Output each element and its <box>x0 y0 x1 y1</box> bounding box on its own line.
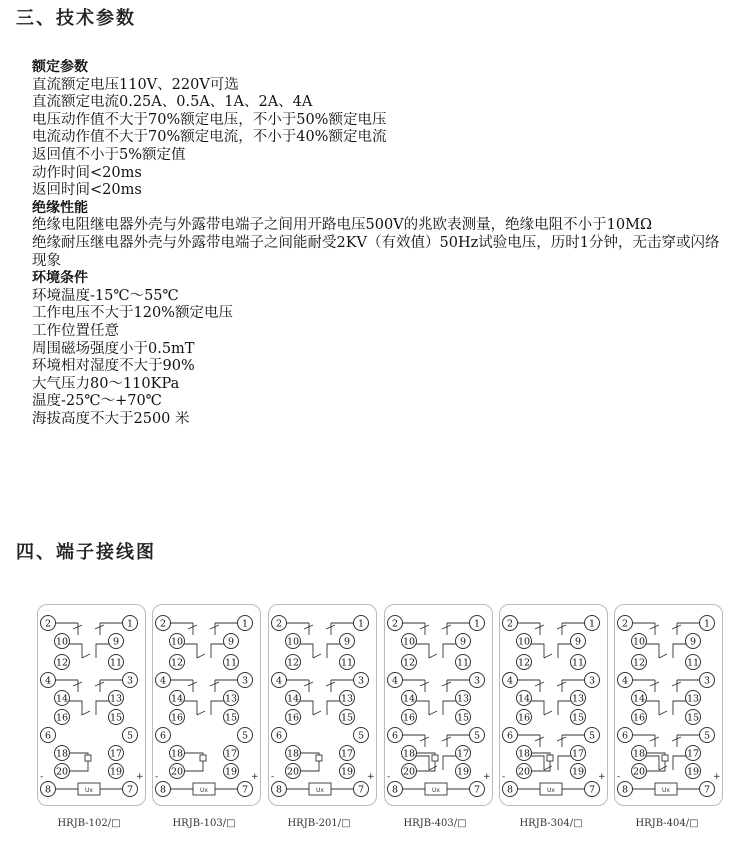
terminal-number: 3 <box>588 675 596 687</box>
section-title-wiring: 四、端子接线图 <box>16 542 156 563</box>
terminal-diagram <box>614 604 723 806</box>
terminal-diagram-svg <box>500 605 607 805</box>
terminal-number: 2 <box>621 618 629 630</box>
terminal-number: 1 <box>241 618 249 630</box>
terminal-number: 16 <box>632 712 646 724</box>
terminal-number: 4 <box>159 675 167 687</box>
terminal-number: 10 <box>286 636 300 648</box>
terminal-number: 14 <box>55 693 69 705</box>
terminal-number: 14 <box>286 693 300 705</box>
rated-params-heading: 额定参数 <box>32 59 88 75</box>
minus-sign: - <box>387 772 391 782</box>
terminal-number: 10 <box>632 636 646 648</box>
model-caption: HRJB-201/□ <box>287 818 351 829</box>
terminal-diagram <box>37 604 146 806</box>
terminal-number: 18 <box>402 748 416 760</box>
terminal-diagram-svg <box>38 605 145 805</box>
terminal-number: 17 <box>224 748 238 760</box>
terminal-number: 16 <box>170 712 184 724</box>
terminal-number: 12 <box>170 657 184 669</box>
minus-sign: - <box>155 772 159 782</box>
terminal-number: 9 <box>459 636 467 648</box>
plus-sign: + <box>367 772 375 782</box>
section-title-tech-params: 三、技术参数 <box>16 8 136 29</box>
insulation-heading: 绝缘性能 <box>32 199 88 216</box>
terminal-number: 3 <box>357 675 365 687</box>
terminal-number: 17 <box>456 748 470 760</box>
terminal-number: 19 <box>340 766 354 778</box>
terminal-diagram-svg <box>385 605 492 805</box>
terminal-number: 12 <box>632 657 646 669</box>
terminal-number: 6 <box>391 730 399 742</box>
terminal-number: 13 <box>340 693 354 705</box>
terminal-number: 19 <box>456 766 470 778</box>
terminal-number: 6 <box>621 730 629 742</box>
spec-list <box>32 59 732 428</box>
terminal-diagram <box>268 604 377 806</box>
terminal-number: 10 <box>517 636 531 648</box>
terminal-number: 8 <box>391 784 399 796</box>
terminal-number: 17 <box>109 748 123 760</box>
coil-label: Ux <box>547 787 555 794</box>
terminal-number: 12 <box>286 657 300 669</box>
terminal-number: 17 <box>340 748 354 760</box>
terminal-number: 2 <box>44 618 52 630</box>
terminal-number: 9 <box>689 636 697 648</box>
terminal-number: 2 <box>275 618 283 630</box>
terminal-number: 11 <box>686 657 700 669</box>
terminal-number: 16 <box>55 712 69 724</box>
terminal-number: 3 <box>241 675 249 687</box>
terminal-diagram <box>384 604 493 806</box>
spec-line: 环境温度-15℃～55℃ <box>32 287 179 304</box>
terminal-number: 13 <box>571 693 585 705</box>
terminal-number: 5 <box>588 730 596 742</box>
terminal-number: 1 <box>126 618 134 630</box>
terminal-number: 20 <box>517 766 531 778</box>
terminal-number: 10 <box>55 636 69 648</box>
terminal-number: 8 <box>275 784 283 796</box>
terminal-number: 20 <box>170 766 184 778</box>
terminal-number: 4 <box>275 675 283 687</box>
terminal-number: 20 <box>632 766 646 778</box>
terminal-number: 17 <box>686 748 700 760</box>
terminal-number: 10 <box>170 636 184 648</box>
terminal-number: 18 <box>517 748 531 760</box>
terminal-number: 9 <box>112 636 120 648</box>
terminal-number: 4 <box>391 675 399 687</box>
terminal-number: 15 <box>340 712 354 724</box>
terminal-number: 14 <box>170 693 184 705</box>
terminal-number: 19 <box>571 766 585 778</box>
spec-line: 绝缘耐压继电器外壳与外露带电端子之间能耐受2KV（有效值）50Hz试验电压，历时1分钟，无击穿或闪络现象 <box>32 234 720 269</box>
terminal-diagram <box>499 604 608 806</box>
plus-sign: + <box>136 772 144 782</box>
spec-line: 环境相对湿度不大于90% <box>32 358 195 375</box>
coil-label: Ux <box>662 787 670 794</box>
spec-line: 工作位置任意 <box>32 322 119 339</box>
terminal-number: 1 <box>357 618 365 630</box>
terminal-number: 11 <box>456 657 470 669</box>
terminal-number: 5 <box>241 730 249 742</box>
coil-label: Ux <box>85 787 93 794</box>
terminal-number: 20 <box>55 766 69 778</box>
model-caption: HRJB-404/□ <box>635 818 699 829</box>
terminal-number: 2 <box>506 618 514 630</box>
terminal-number: 6 <box>44 730 52 742</box>
terminal-number: 6 <box>159 730 167 742</box>
terminal-number: 12 <box>402 657 416 669</box>
terminal-number: 3 <box>703 675 711 687</box>
terminal-number: 11 <box>224 657 238 669</box>
spec-line: 电流动作值不大于70%额定电流，不小于40%额定电流 <box>32 129 387 146</box>
terminal-diagram <box>152 604 261 806</box>
spec-line: 周围磁场强度小于0.5mT <box>32 340 195 357</box>
terminal-number: 4 <box>44 675 52 687</box>
terminal-number: 7 <box>588 784 596 796</box>
spec-line: 电压动作值不大于70%额定电压，不小于50%额定电压 <box>32 111 387 128</box>
terminal-number: 15 <box>109 712 123 724</box>
model-caption: HRJB-403/□ <box>403 818 467 829</box>
plus-sign: + <box>483 772 491 782</box>
terminal-number: 8 <box>506 784 514 796</box>
terminal-number: 5 <box>357 730 365 742</box>
terminal-number: 15 <box>456 712 470 724</box>
terminal-number: 10 <box>402 636 416 648</box>
terminal-number: 20 <box>402 766 416 778</box>
terminal-number: 1 <box>473 618 481 630</box>
minus-sign: - <box>271 772 275 782</box>
terminal-number: 14 <box>632 693 646 705</box>
terminal-number: 8 <box>159 784 167 796</box>
terminal-number: 9 <box>343 636 351 648</box>
terminal-number: 8 <box>621 784 629 796</box>
terminal-number: 8 <box>44 784 52 796</box>
model-caption: HRJB-103/□ <box>172 818 236 829</box>
terminal-number: 3 <box>126 675 134 687</box>
terminal-number: 11 <box>340 657 354 669</box>
terminal-number: 19 <box>224 766 238 778</box>
terminal-number: 7 <box>703 784 711 796</box>
terminal-number: 6 <box>506 730 514 742</box>
terminal-number: 16 <box>286 712 300 724</box>
terminal-number: 16 <box>402 712 416 724</box>
environment-heading: 环境条件 <box>32 270 88 287</box>
terminal-number: 4 <box>621 675 629 687</box>
terminal-number: 6 <box>275 730 283 742</box>
terminal-number: 15 <box>571 712 585 724</box>
model-caption: HRJB-304/□ <box>519 818 583 829</box>
terminal-diagram-svg <box>153 605 260 805</box>
terminal-diagram-svg <box>615 605 722 805</box>
spec-line: 大气压力80～110KPa <box>32 375 180 392</box>
terminal-number: 13 <box>686 693 700 705</box>
terminal-number: 15 <box>224 712 238 724</box>
terminal-number: 4 <box>506 675 514 687</box>
model-caption: HRJB-102/□ <box>57 818 121 829</box>
coil-label: Ux <box>316 787 324 794</box>
plus-sign: + <box>251 772 259 782</box>
minus-sign: - <box>502 772 506 782</box>
spec-line: 返回时间<20ms <box>32 182 142 199</box>
coil-label: Ux <box>432 787 440 794</box>
terminal-number: 13 <box>109 693 123 705</box>
terminal-number: 12 <box>55 657 69 669</box>
terminal-diagram-svg <box>269 605 376 805</box>
terminal-number: 14 <box>402 693 416 705</box>
spec-line: 直流额定电流0.25A、0.5A、1A、2A、4A <box>32 94 313 111</box>
terminal-number: 7 <box>473 784 481 796</box>
spec-line: 海拔高度不大于2500 米 <box>32 410 190 427</box>
coil-label: Ux <box>200 787 208 794</box>
terminal-number: 9 <box>227 636 235 648</box>
terminal-number: 3 <box>473 675 481 687</box>
terminal-number: 15 <box>686 712 700 724</box>
terminal-number: 7 <box>357 784 365 796</box>
plus-sign: + <box>598 772 606 782</box>
terminal-number: 1 <box>588 618 596 630</box>
spec-line: 动作时间<20ms <box>32 164 142 181</box>
plus-sign: + <box>713 772 721 782</box>
terminal-number: 14 <box>517 693 531 705</box>
terminal-number: 16 <box>517 712 531 724</box>
terminal-number: 19 <box>686 766 700 778</box>
terminal-number: 20 <box>286 766 300 778</box>
terminal-number: 13 <box>224 693 238 705</box>
terminal-number: 13 <box>456 693 470 705</box>
terminal-number: 9 <box>574 636 582 648</box>
terminal-number: 18 <box>286 748 300 760</box>
terminal-number: 5 <box>126 730 134 742</box>
terminal-number: 18 <box>170 748 184 760</box>
terminal-number: 19 <box>109 766 123 778</box>
terminal-number: 5 <box>703 730 711 742</box>
terminal-number: 5 <box>473 730 481 742</box>
spec-line: 返回值不小于5%额定值 <box>32 146 186 163</box>
terminal-number: 18 <box>632 748 646 760</box>
terminal-number: 18 <box>55 748 69 760</box>
spec-line: 工作电压不大于120%额定电压 <box>32 305 233 322</box>
terminal-number: 2 <box>391 618 399 630</box>
terminal-number: 1 <box>703 618 711 630</box>
minus-sign: - <box>40 772 44 782</box>
terminal-number: 11 <box>571 657 585 669</box>
spec-line: 绝缘电阻继电器外壳与外露带电端子之间用开路电压500V的兆欧表测量，绝缘电阻不小于10MΩ <box>32 217 652 234</box>
minus-sign: - <box>617 772 621 782</box>
terminal-number: 12 <box>517 657 531 669</box>
terminal-number: 17 <box>571 748 585 760</box>
terminal-number: 7 <box>241 784 249 796</box>
terminal-number: 2 <box>159 618 167 630</box>
terminal-number: 11 <box>109 657 123 669</box>
terminal-number: 7 <box>126 784 134 796</box>
spec-line: 直流额定电压110V、220V可选 <box>32 76 239 93</box>
spec-line: 温度-25℃～+70℃ <box>32 393 162 410</box>
